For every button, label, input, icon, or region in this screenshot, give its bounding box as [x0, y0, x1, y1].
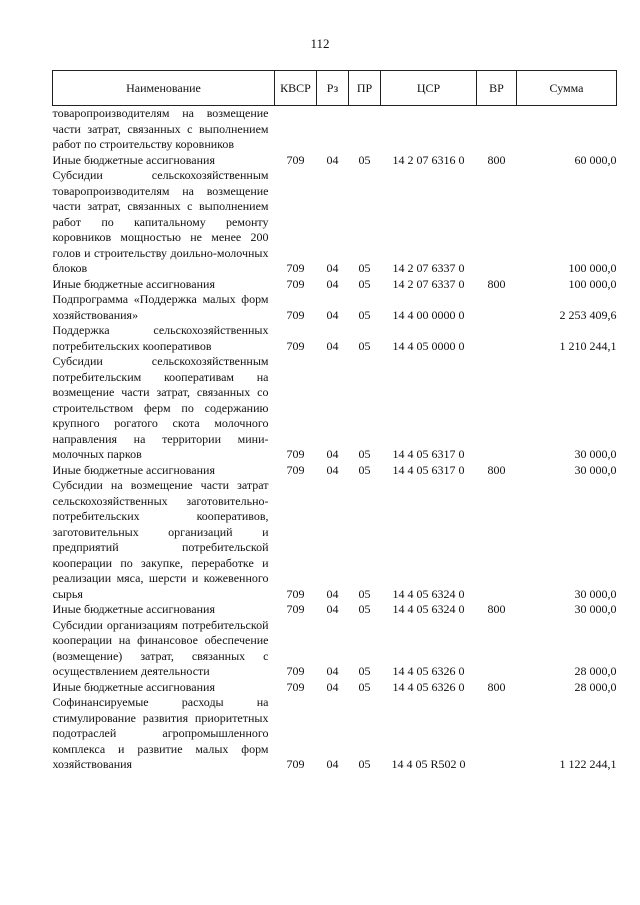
- cell-pr: 05: [358, 586, 371, 601]
- cell-name: Софинансируемые расходы на стимулирование развития приоритетных подотраслей агропромышленного комплекса и развитие малых форм хозяйствования: [52, 695, 269, 771]
- cell-vr: [477, 354, 517, 463]
- cell-pr: [349, 106, 381, 153]
- cell-vr: [477, 323, 517, 354]
- cell-name: Субсидии на возмещение части затрат сельскохозяйственных заготовительно-потребительских кооперативов, заготовительных организаций и предприятий потребительской кооперации по закупке, переработке и реализации мяса, шерсти и кожевенного сырья: [52, 478, 269, 601]
- table-row: [53, 680, 617, 696]
- table-row: [53, 602, 617, 618]
- table-row: [53, 292, 617, 323]
- table-row: [53, 695, 617, 773]
- table-row: [53, 323, 617, 354]
- cell-sum: 28 000,0: [574, 679, 617, 694]
- cell-vr: [477, 618, 517, 680]
- cell-pr: 05: [358, 261, 371, 275]
- cell-kvsr: 709: [286, 447, 305, 461]
- cell-vr: [477, 695, 517, 773]
- cell-name: Субсидии сельскохозяйственным товаропроизводителям на возмещение части затрат, связанных с выполнением работ по капитальному ремонту коровников мощностью не менее 200 голов и строительству доильно-молочных блоков: [52, 168, 269, 275]
- cell-csr: 14 4 05 6317 0: [392, 447, 465, 461]
- cell-kvsr: 709: [286, 307, 305, 322]
- table-row: [53, 277, 617, 293]
- table-header-row: [53, 71, 617, 106]
- cell-kvsr: 709: [286, 276, 305, 291]
- cell-sum: 1 122 244,1: [559, 757, 617, 771]
- cell-kvsr: 709: [286, 152, 305, 167]
- cell-rz: 04: [326, 664, 339, 678]
- cell-name: Подпрограмма «Поддержка малых форм хозяйствования»: [52, 292, 269, 322]
- cell-vr: [477, 478, 517, 602]
- cell-vr: 800: [487, 276, 506, 291]
- cell-sum: 100 000,0: [568, 276, 617, 291]
- cell-name: Иные бюджетные ассигнования: [52, 152, 215, 167]
- cell-pr: 05: [358, 664, 371, 678]
- cell-name: Субсидии сельскохозяйственным потребительским кооперативам на возмещение части затрат, связанных со строительством ферм по содержанию крупного рогатого скота молочного направления на территории мини-молочных парков: [52, 354, 269, 461]
- page-number: 112: [310, 36, 330, 51]
- cell-csr: 14 4 00 0000 0: [392, 307, 465, 322]
- table-body: [53, 106, 617, 773]
- cell-pr: 05: [358, 447, 371, 461]
- cell-rz: 04: [326, 276, 339, 291]
- cell-sum: 1 210 244,1: [559, 338, 617, 353]
- cell-name: Поддержка сельскохозяйственных потребительских кооперативов: [52, 323, 269, 353]
- table-row: [53, 153, 617, 169]
- cell-rz: 04: [326, 447, 339, 461]
- cell-vr: [477, 292, 517, 323]
- cell-name: товаропроизводителям на возмещение части затрат, связанных с выполнением работ по строительству коровников: [52, 106, 269, 151]
- table-row: [53, 354, 617, 463]
- cell-kvsr: 709: [286, 679, 305, 694]
- cell-kvsr: [275, 106, 317, 153]
- cell-sum: 100 000,0: [568, 261, 617, 275]
- cell-sum: 28 000,0: [574, 664, 617, 678]
- cell-kvsr: 709: [286, 586, 305, 601]
- header-rz: Рз: [317, 71, 349, 106]
- cell-csr: 14 4 05 R502 0: [391, 757, 466, 771]
- cell-pr: 05: [358, 602, 371, 616]
- cell-sum: 60 000,0: [574, 152, 617, 167]
- header-name: Наименование: [53, 71, 275, 106]
- cell-csr: 14 4 05 6317 0: [392, 462, 465, 477]
- cell-kvsr: 709: [286, 602, 305, 616]
- header-pr: ПР: [349, 71, 381, 106]
- cell-csr: 14 4 05 6324 0: [392, 602, 465, 616]
- cell-kvsr: 709: [286, 261, 305, 275]
- cell-name: Субсидии организациям потребительской кооперации на финансовое обеспечение (возмещение) затрат, связанных с осуществлением деятельности: [52, 617, 269, 678]
- budget-table: [52, 70, 617, 773]
- cell-rz: 04: [326, 462, 339, 477]
- cell-csr: [381, 106, 477, 153]
- table-row: [53, 463, 617, 479]
- table-row: [53, 618, 617, 680]
- table-row: [53, 478, 617, 602]
- cell-vr: 800: [487, 602, 506, 616]
- cell-pr: 05: [358, 307, 371, 322]
- cell-pr: 05: [358, 462, 371, 477]
- cell-sum: 2 253 409,6: [559, 307, 617, 322]
- cell-kvsr: 709: [286, 338, 305, 353]
- cell-vr: [477, 106, 517, 153]
- cell-kvsr: 709: [286, 757, 305, 771]
- cell-vr: [477, 168, 517, 277]
- cell-name: Иные бюджетные ассигнования: [52, 602, 215, 616]
- cell-pr: 05: [358, 338, 371, 353]
- cell-vr: 800: [487, 462, 506, 477]
- cell-csr: 14 2 07 6337 0: [392, 276, 465, 291]
- cell-kvsr: 709: [286, 462, 305, 477]
- cell-pr: 05: [358, 757, 371, 771]
- cell-pr: 05: [358, 679, 371, 694]
- cell-csr: 14 4 05 6324 0: [392, 586, 465, 601]
- cell-rz: 04: [326, 338, 339, 353]
- cell-pr: 05: [358, 152, 371, 167]
- cell-csr: 14 2 07 6316 0: [392, 152, 465, 167]
- cell-csr: 14 4 05 0000 0: [392, 338, 465, 353]
- header-kvsr: КВСР: [275, 71, 317, 106]
- cell-rz: 04: [326, 602, 339, 616]
- cell-rz: 04: [326, 757, 339, 771]
- cell-kvsr: 709: [286, 664, 305, 678]
- cell-rz: 04: [326, 261, 339, 275]
- header-csr: ЦСР: [381, 71, 477, 106]
- cell-csr: 14 4 05 6326 0: [392, 679, 465, 694]
- header-vr: ВР: [477, 71, 517, 106]
- cell-csr: 14 2 07 6337 0: [392, 261, 465, 275]
- table-row: [53, 106, 617, 153]
- cell-sum: 30 000,0: [574, 462, 617, 477]
- cell-sum: 30 000,0: [574, 447, 617, 461]
- header-sum: Сумма: [517, 71, 617, 106]
- cell-name: Иные бюджетные ассигнования: [52, 462, 215, 477]
- cell-csr: 14 4 05 6326 0: [392, 664, 465, 678]
- cell-rz: [317, 106, 349, 153]
- cell-rz: 04: [326, 152, 339, 167]
- cell-name: Иные бюджетные ассигнования: [52, 679, 215, 694]
- cell-rz: 04: [326, 307, 339, 322]
- cell-sum: 30 000,0: [574, 602, 617, 616]
- cell-rz: 04: [326, 586, 339, 601]
- cell-sum: 30 000,0: [574, 586, 617, 601]
- cell-pr: 05: [358, 276, 371, 291]
- cell-vr: 800: [487, 679, 506, 694]
- cell-sum: [517, 106, 617, 153]
- table-row: [53, 168, 617, 277]
- cell-name: Иные бюджетные ассигнования: [52, 276, 215, 291]
- cell-rz: 04: [326, 679, 339, 694]
- cell-vr: 800: [487, 152, 506, 167]
